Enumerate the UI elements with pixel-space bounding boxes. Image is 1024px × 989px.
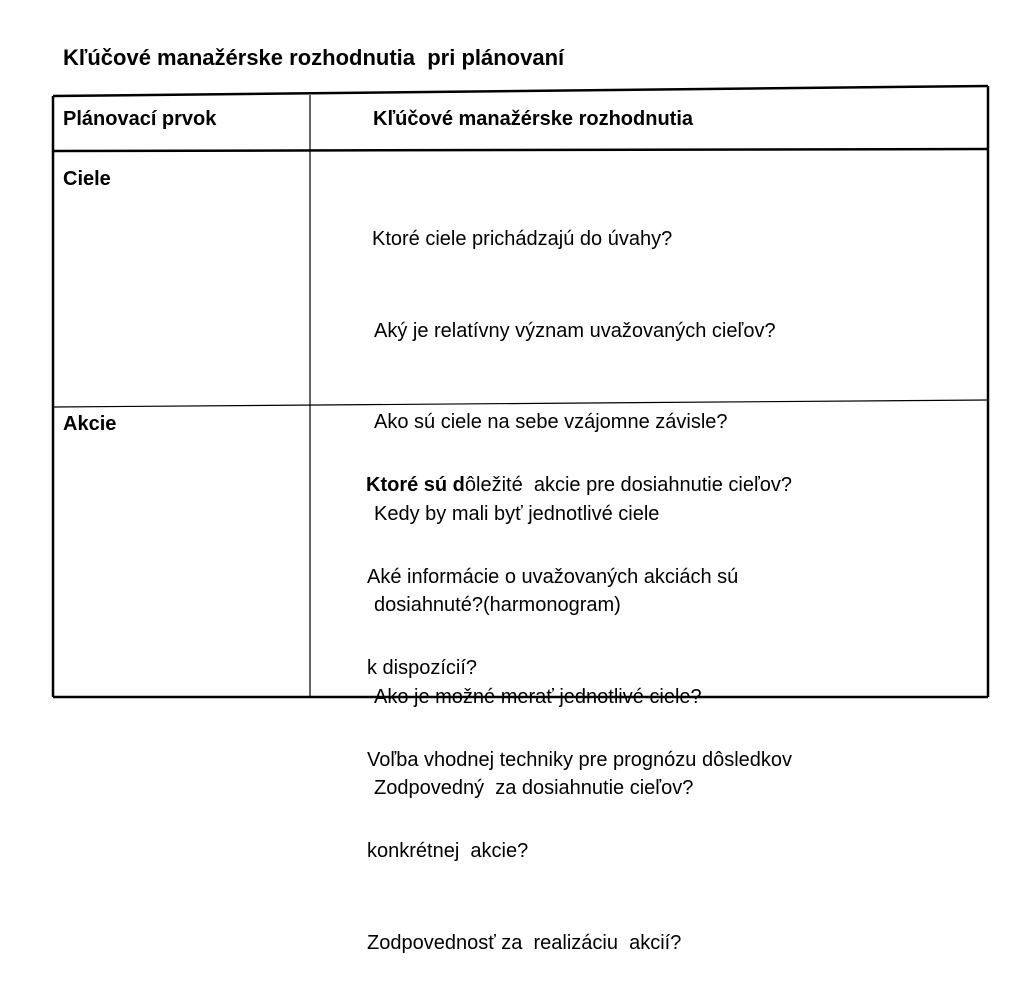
goals-question: Kedy by mali byť jednotlivé ciele	[374, 502, 660, 525]
actions-question: Zodpovednosť za realizáciu akcií?	[367, 931, 682, 954]
goals-question: Ako sú ciele na sebe vzájomne závisle?	[374, 411, 728, 433]
actions-question-rest: ôležité akcie pre dosiahnutie cieľov?	[464, 474, 793, 496]
actions-question: Aké informácie o uvažovaných akciách sú	[367, 565, 739, 588]
actions-question	[366, 470, 792, 501]
actions-question-bold-part: Ktoré sú d	[366, 474, 465, 496]
header-key-decisions: Kľúčové manažérske rozhodnutia	[373, 108, 694, 130]
table-border-top	[53, 86, 988, 96]
goals-question: Ktoré ciele prichádzajú do úvahy?	[372, 228, 673, 250]
actions-question: Voľba vhodnej techniky pre prognózu dôsledkov	[367, 748, 793, 771]
goals-question: Ako je možné merať jednotlivé ciele?	[374, 685, 702, 708]
goals-question: Zodpovedný za dosiahnutie cieľov?	[374, 777, 694, 799]
goals-question: dosiahnuté?(harmonogram)	[374, 594, 621, 616]
slide-title: Kľúčové manažérske rozhodnutia pri plánovaní	[63, 45, 565, 70]
row-label-actions: Akcie	[63, 413, 117, 435]
goals-question: Aký je relatívny význam uvažovaných cieľov?	[374, 319, 776, 342]
row-actions-questions	[366, 409, 792, 989]
header-separator	[53, 149, 988, 151]
header-planning-element: Plánovací prvok	[63, 108, 217, 130]
actions-question: konkrétnej akcie?	[367, 840, 529, 862]
actions-question: k dispozícií?	[367, 657, 478, 679]
row-label-goals: Ciele	[63, 168, 111, 190]
